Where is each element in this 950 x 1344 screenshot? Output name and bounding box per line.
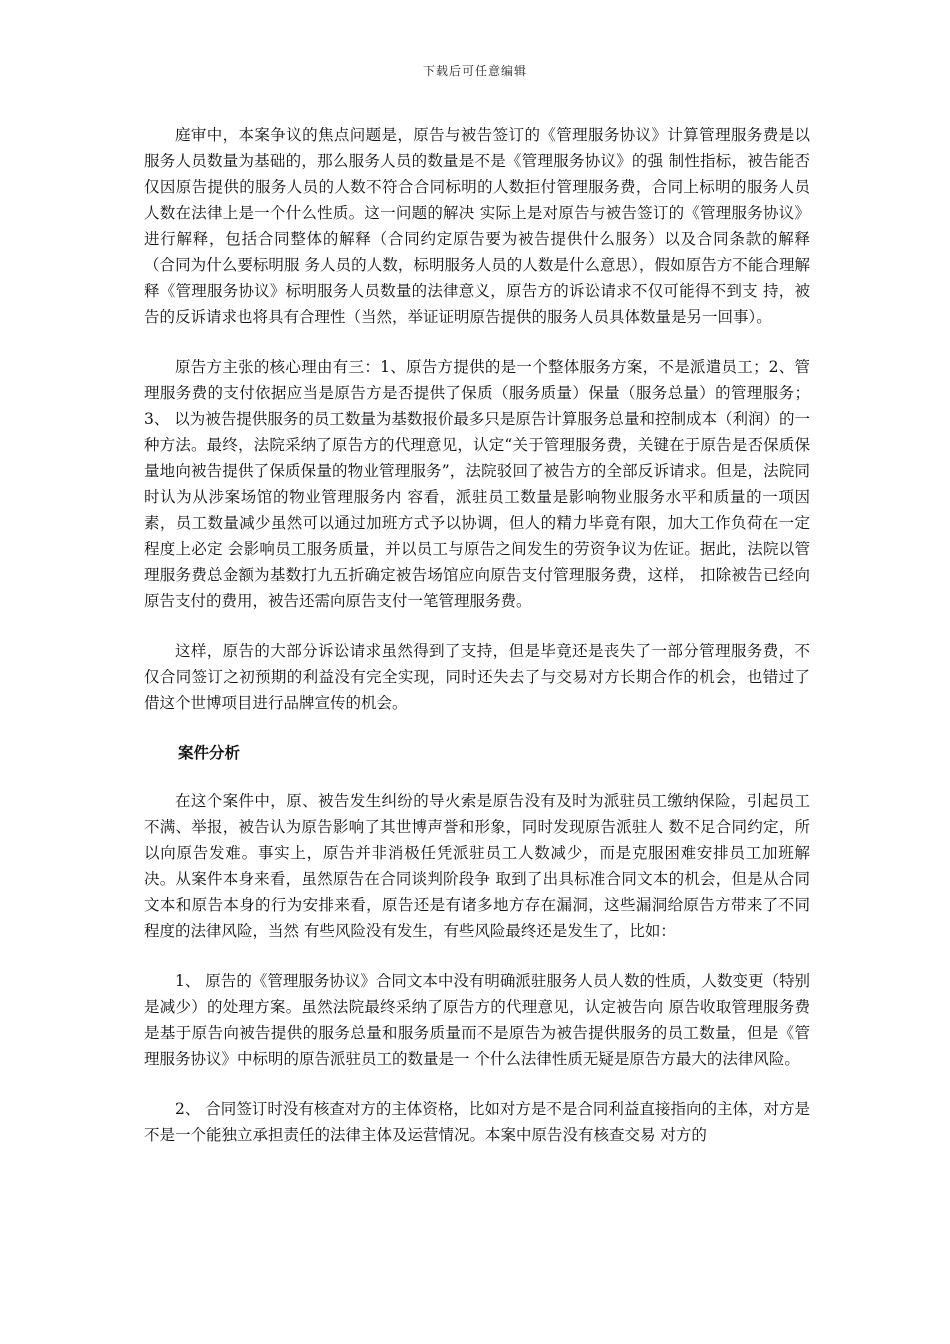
paragraph-dispute-cause: 在这个案件中，原、被告发生纠纷的导火索是原告没有及时为派驻员工缴纳保险，引起员工不满、举报，被告认为原告影响了其世博声誉和形象，同时发现原告派驻人 数不足合同约定，所以向原告发难。事实上，原告并非消极任凭派驻员工人数减少，而是克服困难安排员工加班解决。从案件本身来看，虽然原告在合同谈判阶段争 取到了出具标准合同文本的机会，但是从合同文本和原告本身的行为安排来看，原告还是有诸多地方存在漏洞，这些漏洞给原告方带来了不同程度的法律风险，当然 有些风险没有发生，有些风险最终还是发生了，比如：	[144, 792, 810, 940]
paragraph-outcome: 这样，原告的大部分诉讼请求虽然得到了支持，但是毕竟还是丧失了一部分管理服务费，不仅合同签订之初预期的利益没有完全实现，同时还失去了与交易对方长期合作的机会，也错过了借这个世博项目进行品牌宣传的机会。	[144, 642, 810, 712]
paragraph-trial-focus: 庭审中，本案争议的焦点问题是，原告与被告签订的《管理服务协议》计算管理服务费是以服务人员数量为基础的，那么服务人员的数量是不是《管理服务协议》的强 制性指标，被告能否仅因原告提供的服务人员的人数不符合合同标明的人数拒付管理服务费，合同上标明的服务人员人数在法律上是一个什么性质。这一问题的解决 实际上是对原告与被告签订的《管理服务协议》进行解释，包括合同整体的解释（合同约定原告要为被告提供什么服务）以及合同条款的解释（合同为什么要标明服 务人员的人数，标明服务人员的人数是什么意思），假如原告方不能合理解释《管理服务协议》标明服务人员数量的法律意义，原告方的诉讼请求不仅可能得不到支 持，被告的反诉请求也将具有合理性（当然，举证证明原告提供的服务人员具体数量是另一回事）。	[144, 126, 810, 326]
paragraph-risk-2: 2、 合同签订时没有核查对方的主体资格，比如对方是不是合同利益直接指向的主体，对方是不是一个能独立承担责任的法律主体及运营情况。本案中原告没有核查交易 对方的	[144, 1100, 810, 1144]
paragraph-risk-1: 1、 原告的《管理服务协议》合同文本中没有明确派驻服务人员人数的性质，人数变更（特别是减少）的处理方案。虽然法院最终采纳了原告方的代理意见，认定被告向 原告收取管理服务费是基于原告向被告提供的服务总量和服务质量而不是原告为被告提供服务的员工数量，但是《管理服务协议》中标明的原告派驻员工的数量是一 个什么法律性质无疑是原告方最大的法律风险。	[144, 972, 810, 1068]
page-header-note: 下载后可任意编辑	[422, 64, 527, 78]
section-heading-case-analysis: 案件分析	[178, 744, 241, 762]
document-body	[144, 122, 810, 1172]
paragraph-plaintiff-arguments: 原告方主张的核心理由有三：1、原告方提供的是一个整体服务方案，不是派遣员工；2、管理服务费的支付依据应当是原告方是否提供了保质（服务质量）保量（服务总量）的管理服务；3、 以为被告提供服务的员工数量为基数报价最多只是原告计算服务总量和控制成本（利润）的一种方法。最终，法院采纳了原告方的代理意见，认定“关于管理服务费，关键在于原告是否保质保量地向被告提供了保质保量的物业管理服务”，法院驳回了被告方的全部反诉请求。但是，法院同时认为从涉案场馆的物业管理服务内 容看，派驻员工数量是影响物业服务水平和质量的一项因素，员工数量减少虽然可以通过加班方式予以协调，但人的精力毕竟有限，加大工作负荷在一定程度上必定 会影响员工服务质量，并以员工与原告之间发生的劳资争议为佐证。据此，法院以管理服务费总金额为基数打九五折确定被告场馆应向原告支付管理服务费，这样， 扣除被告已经向原告支付的费用，被告还需向原告支付一笔管理服务费。	[144, 358, 810, 610]
